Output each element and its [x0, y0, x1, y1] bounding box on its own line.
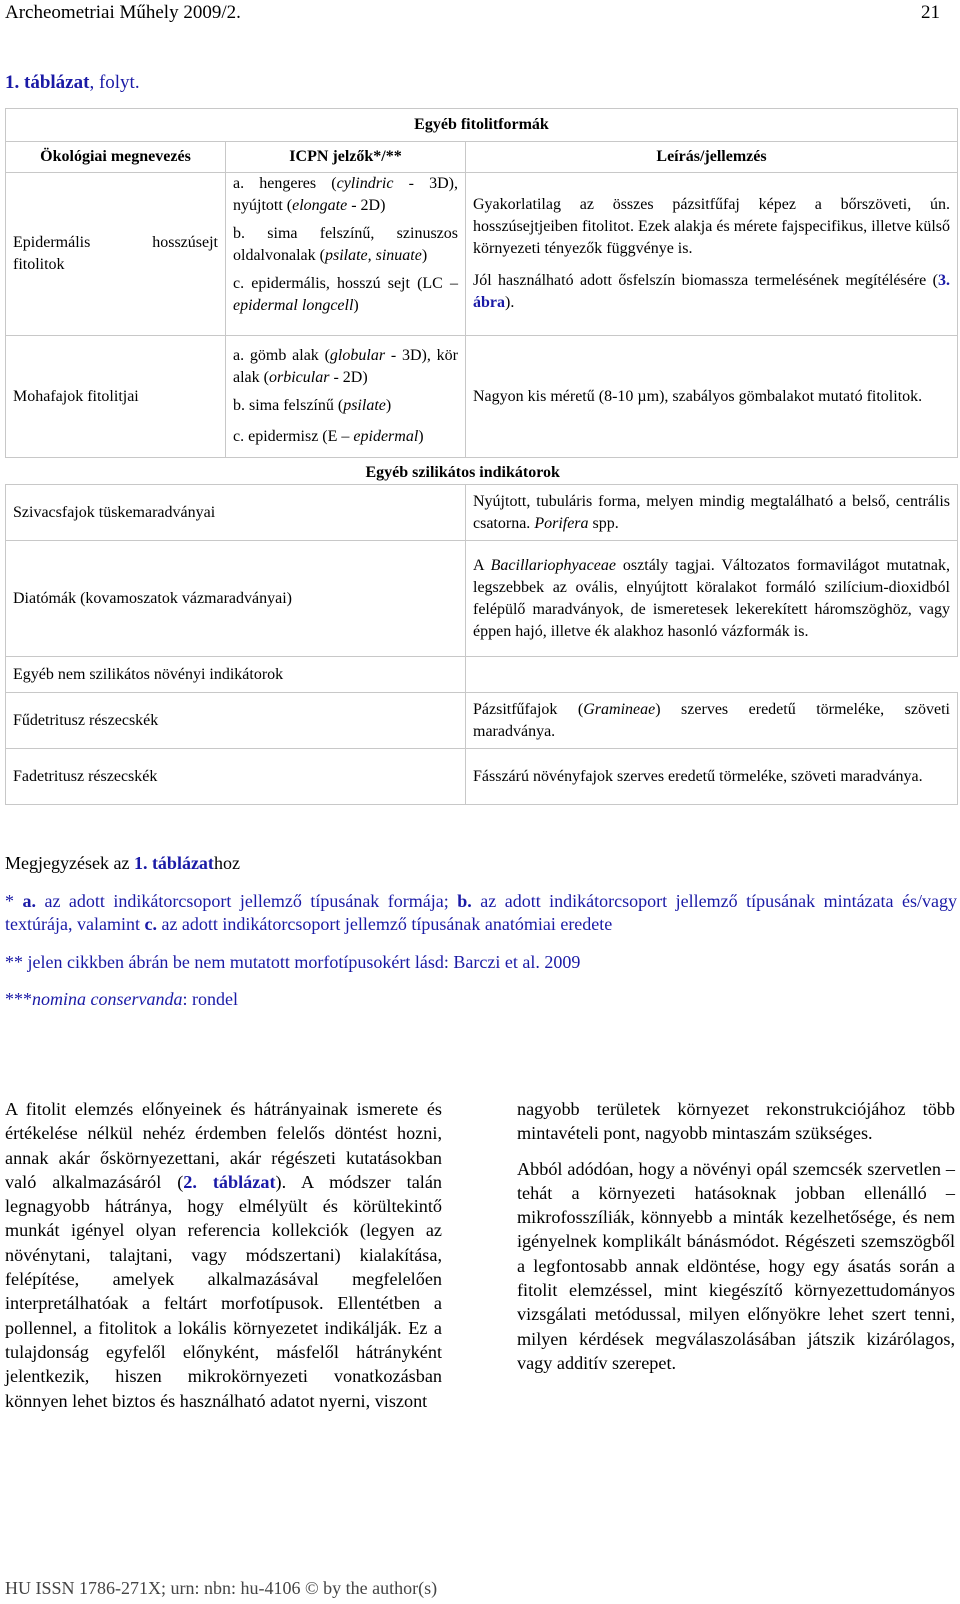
eco-cell — [6, 173, 226, 336]
section-title-non-silicate: Egyéb nem szilikátos növényi indikátorok — [6, 657, 466, 693]
body-paragraph: Abból adódóan, hogy a növényi opál szemcsék szervetlen – tehát a környezeti hatásoknak jobban ellenálló – mikrofosszíliák, könnyebb a minták kezelhetősége, és nem igényelnek komplikált bánásmódot. Régészeti szemszögből a legfontosabb annak eldöntése, hogy egy ásatás során a fitolit elemzéssel, mint kiegészítő környezettudományos vizsgálati metódussal, milyen előnyökre lehet szert tenni, milyen kérdések megválaszolásában játszik kizárólagos, vagy additív szerepet. — [517, 1158, 955, 1373]
table-row — [6, 541, 958, 657]
eco-cell: Diatómák (kovamoszatok vázmaradványai) — [6, 541, 466, 657]
eco-cell: Mohafajok fitolitjai — [6, 336, 226, 458]
desc-cell: A Bacillariophyaceae osztály tagjai. Változatos formavilágot mutatnak, legszebbek az ovális, elnyújtott köralakot formáló szilícium-dioxidból felépülő maradványok, de ismeretesek lekerekített háromszöghöz, vagy éppen hajó, illetve ék alakhoz hasonló vázformák is. — [466, 541, 958, 657]
eco-cell: Fűdetritusz részecskék — [6, 693, 466, 749]
eco-cell: Fadetritusz részecskék — [6, 749, 466, 805]
desc-cell: Fásszárú növényfajok szerves eredetű törmeléke, szöveti maradványa. — [466, 749, 958, 805]
note-3: ***nomina conservanda: rondel — [5, 989, 238, 1009]
col-header-eco: Ökológiai megnevezés — [6, 142, 226, 173]
empty-cell — [466, 657, 958, 693]
icpn-item: a. hengeres (cylindric - 3D), nyújtott (elongate - 2D) — [233, 175, 458, 214]
eco-sublabel: hosszúsejt — [152, 234, 218, 251]
table-row — [6, 693, 958, 749]
col-header-desc: Leírás/jellemzés — [466, 142, 958, 173]
page-number: 21 — [921, 2, 940, 23]
desc-paragraph: Gyakorlatilag az összes pázsitfűfaj képez a bőrszöveti, ún. hosszúsejtjeiben fitolitot. Ezek alakja és mérete fajspecifikus, illetve külső környezeti tényezők függvénye is. — [473, 196, 950, 257]
icpn-item: b. sima felszínű, szinuszos oldalvonalak (psilate, sinuate) — [233, 225, 458, 264]
body-paragraph: nagyobb területek környezet rekonstrukciójához több mintavételi pont, nagyobb mintaszám szükséges. — [517, 1099, 955, 1144]
desc-cell — [466, 173, 958, 336]
section-row-non-silicate — [6, 657, 958, 693]
table-row — [6, 336, 958, 458]
icpn-cell — [226, 173, 466, 336]
caption-label: 1. táblázat — [5, 72, 90, 93]
desc-cell: Pázsitfűfajok (Gramineae) szerves eredetű törmeléke, szöveti maradványa. — [466, 693, 958, 749]
table-caption — [5, 72, 140, 94]
column-header-row — [6, 142, 958, 173]
body-column-left — [5, 1097, 442, 1424]
icpn-item: c. epidermisz (E – epidermal) — [233, 428, 424, 445]
col-header-icpn: ICPN jelzők*/** — [226, 142, 466, 173]
table-row — [6, 485, 958, 541]
icpn-cell — [226, 336, 466, 458]
icpn-item: c. epidermális, hosszú sejt (LC – epidermal longcell) — [233, 275, 458, 314]
notes-title: Megjegyzések az 1. táblázathoz — [5, 853, 240, 873]
note-2: ** jelen cikkben ábrán be nem mutatott morfotípusokért lásd: Barczi et al. 2009 — [5, 952, 581, 972]
desc-cell: Nagyon kis méretű (8-10 µm), szabályos gömbalakot mutató fitolitok. — [466, 336, 958, 458]
table-row — [6, 173, 958, 336]
note-1: * a. az adott indikátorcsoport jellemző típusának formája; b. az adott indikátorcsoport jellemző típusának mintázata és/vagy textúrája, valamint c. az adott indikátorcsoport jellemző típusának anatómiai eredete — [5, 891, 957, 934]
desc-cell: Nyújtott, tubuláris forma, melyen mindig megtalálható a belső, centrális csatorna. Porifera spp. — [466, 485, 958, 541]
section-title-other-phytoliths: Egyéb fitolitformák — [6, 109, 958, 142]
section-row-other-silicate — [6, 458, 958, 485]
section-title-other-silicate: Egyéb szilikátos indikátorok — [365, 464, 560, 481]
icpn-item: a. gömb alak (globular - 3D), kör alak (orbicular - 2D) — [233, 347, 458, 386]
section-row-other-phytoliths — [6, 109, 958, 142]
body-column-right — [517, 1097, 955, 1386]
footer-issn: HU ISSN 1786-271X; urn: nbn: hu-4106 © by the author(s) — [5, 1578, 438, 1598]
eco-cell: Szivacsfajok tüskemaradványai — [6, 485, 466, 541]
caption-rest: , folyt. — [89, 72, 140, 93]
journal-header: Archeometriai Műhely 2009/2. — [5, 2, 241, 23]
icpn-item: b. sima felszínű (psilate) — [233, 397, 392, 414]
desc-paragraph: Jól használható adott ősfelszín biomassza termelésének megítélésére (3. ábra). — [473, 272, 950, 311]
phytolith-table — [5, 108, 958, 805]
body-paragraph: A fitolit elemzés előnyeinek és hátrányainak ismerete és értékelése nélkül nehéz érdemben felelős döntést hozni, annak akár őskörnyezettani, akár régészeti kutatásokban való alkalmazásáról (2. táblázat). A módszer talán legnagyobb hátránya, hogy elmélyült és körültekintő munkát igényel olyan referencia kollekciók (legyen az növénytani, talajtani, vagy módszertani) kialakítása, felépítése, amelyek alkalmazásával megfelelően interpretálhatóak a feltárt morfotípusok. Ellentétben a pollennel, a fitolitok a lokális környezetet indikálják. Ez a tulajdonság egyfelől előnyként, másfelől hátrányként jelentkezik, hiszen mikrokörnyezeti vonatkozásban könnyen lehet biztos és használható adatot nyerni, viszont — [5, 1099, 442, 1411]
eco-label: Epidermális fitolitok — [13, 234, 91, 273]
table-row — [6, 749, 958, 805]
